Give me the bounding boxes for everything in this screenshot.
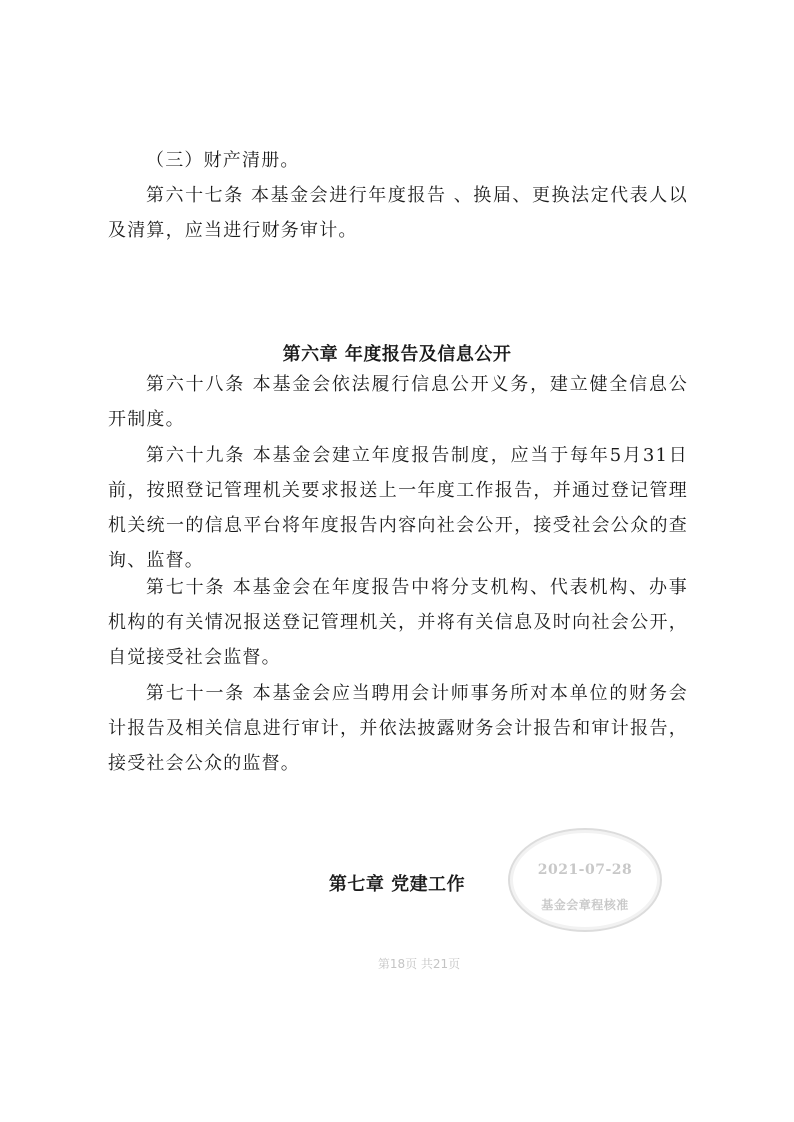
paragraph-article-71: 第七十一条 本基金会应当聘用会计师事务所对本单位的财务会计报告及相关信息进行审计，并依法披露财务会计报告和审计报告，接受社会公众的监督。 (108, 683, 688, 774)
approval-stamp (508, 828, 662, 932)
stamp-text: 基金会章程核准 (541, 898, 629, 912)
paragraph-article-70: 第七十条 本基金会在年度报告中将分支机构、代表机构、办事机构的有关情况报送登记管理机关，并将有关信息及时向社会公开，自觉接受社会监督。 (108, 577, 688, 668)
chapter-7-heading: 第七章 党建工作 (328, 874, 466, 895)
paragraph-article-67: 第六十七条 本基金会进行年度报告 、换届、更换法定代表人以及清算，应当进行财务审计。 (108, 185, 688, 241)
paragraph-article-69: 第六十九条 本基金会建立年度报告制度，应当于每年5月31日前，按照登记管理机关要求报送上一年度工作报告，并通过登记管理机关统一的信息平台将年度报告内容向社会公开，接受社会公众的查询、监督。 (108, 445, 688, 571)
page-number-footer: 第18页 共21页 (377, 957, 461, 971)
paragraph-property-list: （三）财产清册。 (146, 150, 300, 171)
chapter-6-heading: 第六章 年度报告及信息公开 (282, 344, 512, 365)
stamp-date: 2021-07-28 (537, 862, 633, 878)
paragraph-article-68: 第六十八条 本基金会依法履行信息公开义务，建立健全信息公开制度。 (108, 374, 688, 430)
